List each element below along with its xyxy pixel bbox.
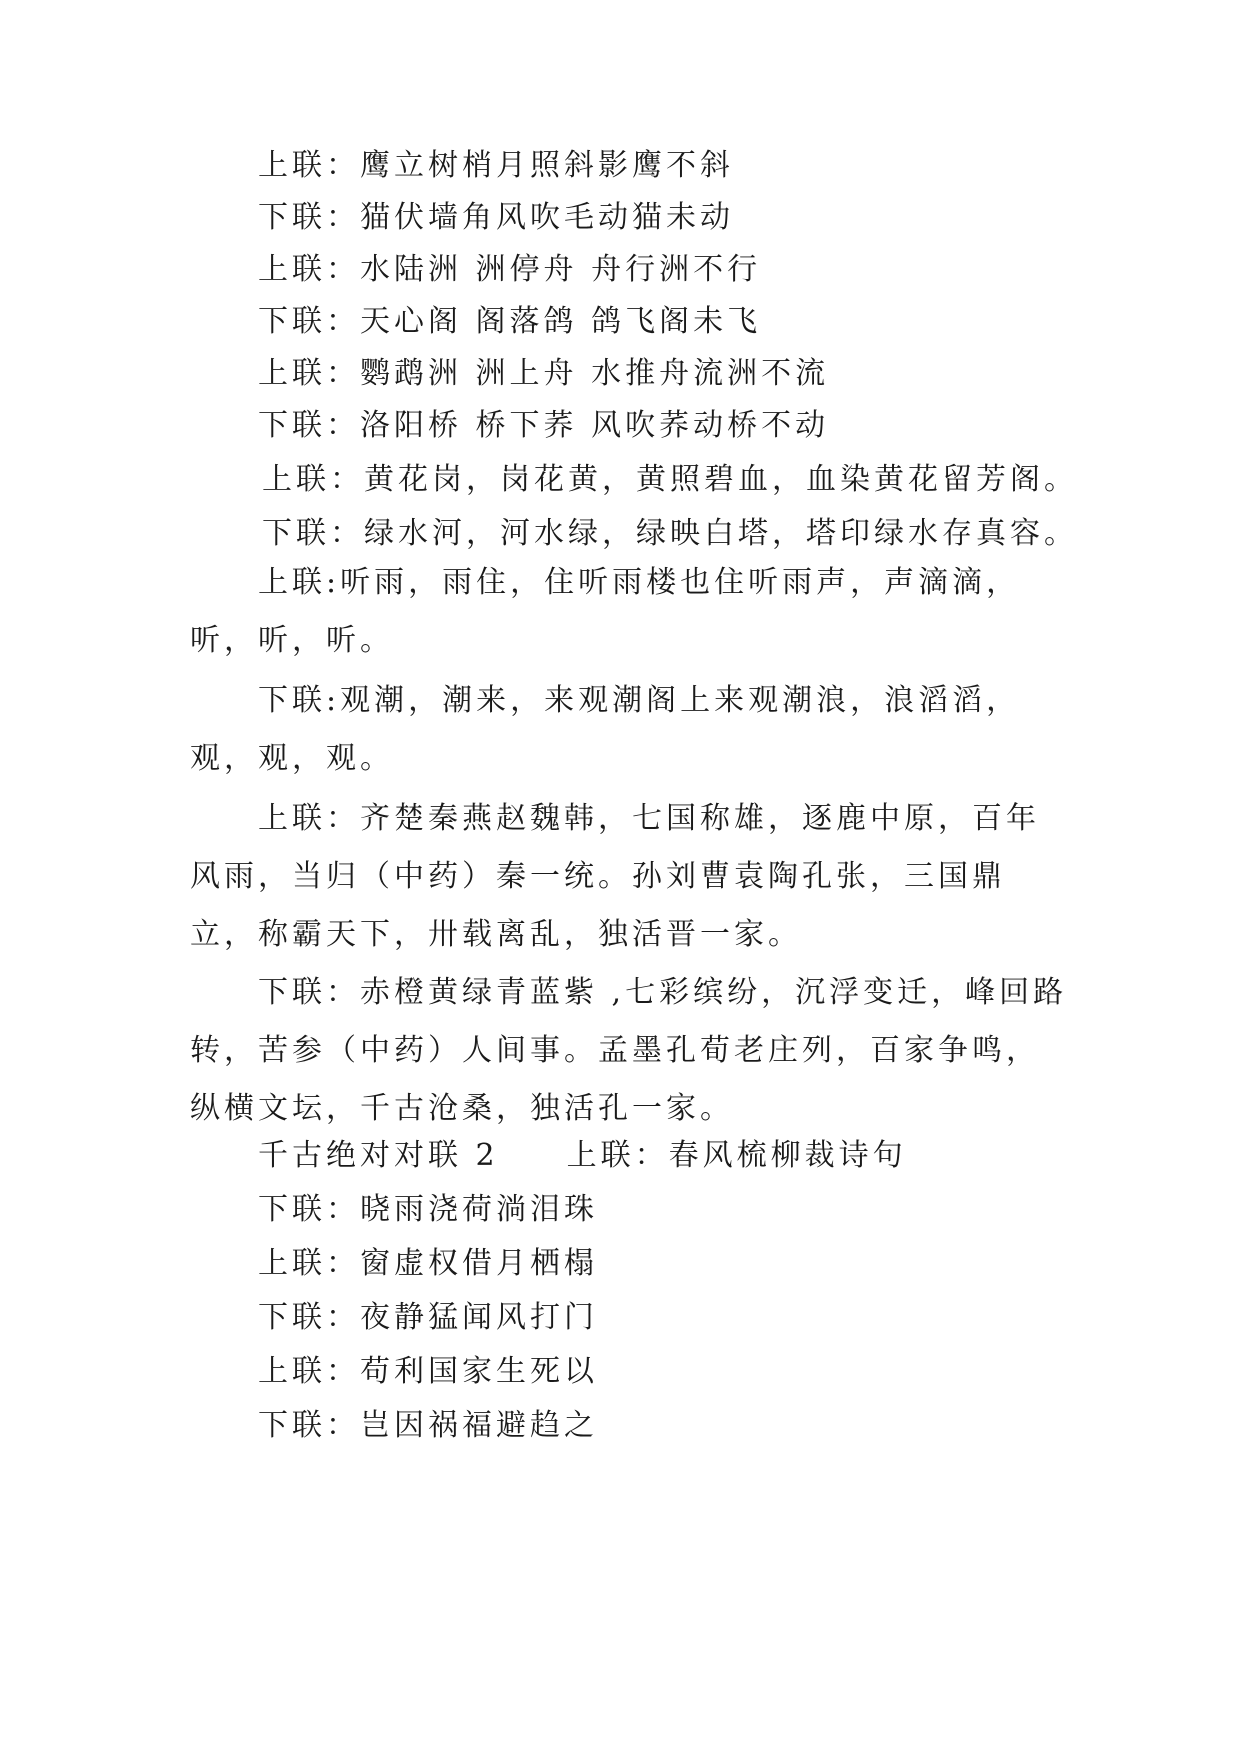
couplet-paragraph: 上联:听雨，雨住，住听雨楼也住听雨声，声滴滴，听，听，听。 [190,565,1021,658]
couplet-line: 上联：黄花岗，岗花黄，黄照碧血，血染黄花留芳阁。 [262,462,1078,497]
couplet-line: 下联：绿水河，河水绿，绿映白塔，塔印绿水存真容。 [262,516,1078,551]
couplet-line: 上联：鹰立树梢月照斜影鹰不斜 [258,148,734,183]
couplet-paragraph: 下联:观潮，潮来，来观潮阁上来观潮浪，浪滔滔，观，观，观。 [190,683,1021,776]
couplet-line: 上联：水陆洲 洲停舟 舟行洲不行 [258,252,762,287]
couplet-paragraph: 下联：赤橙黄绿青蓝紫 ,七彩缤纷，沉浮变迁，峰回路转，苦参（中药）人间事。孟墨孔荀老庄列，百家争鸣，纵横文坛，千古沧桑，独活孔一家。 [190,975,1068,1126]
couplet-paragraph: 上联：齐楚秦燕赵魏韩，七国称雄，逐鹿中原，百年风雨，当归（中药）秦一统。孙刘曹袁陶孔张，三国鼎立，称霸天下，卅载离乱，独活晋一家。 [190,801,1040,952]
couplet-line: 下联：天心阁 阁落鸽 鸽飞阁未飞 [258,304,762,339]
couplet-line: 上联：鹦鹉洲 洲上舟 水推舟流洲不流 [258,356,830,391]
couplet-line: 上联：窗虚权借月栖榻 [258,1246,598,1281]
couplet-line: 上联：苟利国家生死以 [258,1354,598,1389]
couplet-line: 下联：岂因祸福避趋之 [258,1408,598,1443]
couplet-line: 下联：晓雨浇荷淌泪珠 [258,1192,598,1227]
couplet-line: 下联：夜静猛闻风打门 [258,1300,598,1335]
couplet-line: 下联：洛阳桥 桥下荞 风吹荞动桥不动 [258,408,830,443]
couplet-line: 下联：猫伏墙角风吹毛动猫未动 [258,200,734,235]
couplet-section-line: 千古绝对对联 2 上联：春风梳柳裁诗句 [258,1138,907,1173]
